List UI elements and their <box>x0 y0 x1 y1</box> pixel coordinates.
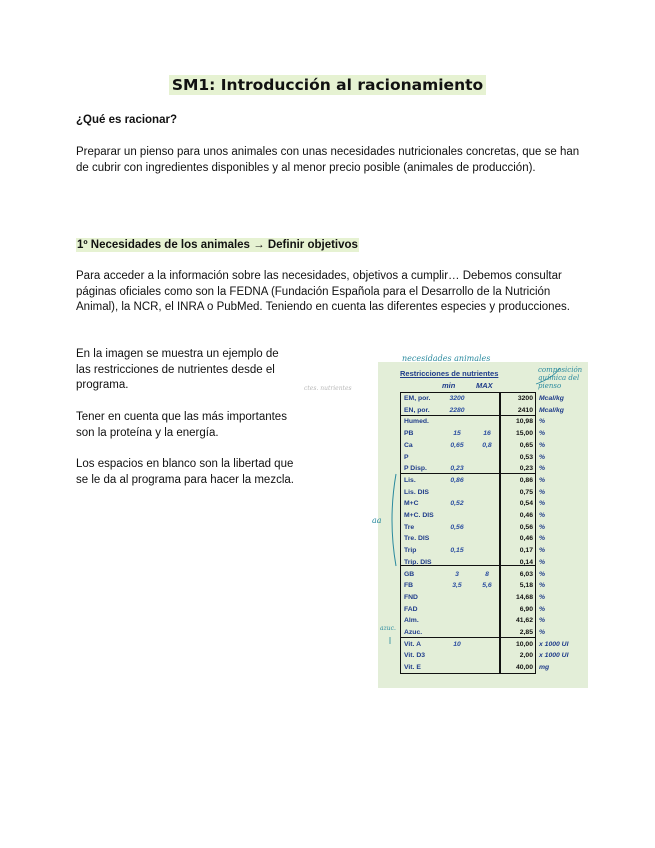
handwritten-arrow <box>536 368 560 384</box>
row-min: 0,56 <box>450 523 464 531</box>
row-name: Trip <box>404 547 417 555</box>
row-name: Azuc. <box>404 629 423 636</box>
row-name: Lis. DIS <box>404 488 429 496</box>
row-max: 5,6 <box>482 582 492 590</box>
row-value: 10,00 <box>515 640 533 648</box>
row-min: 3200 <box>449 395 465 402</box>
row-value: 15,00 <box>515 430 533 438</box>
row-value: 0,23 <box>519 465 533 473</box>
row-name: Alm. <box>404 617 419 625</box>
handwritten-left-faint-note: ctes. nutrientes <box>304 385 352 392</box>
row-value: 3200 <box>517 395 533 402</box>
handwritten-top-note: necesidades animales <box>402 354 491 363</box>
question-heading: ¿Qué es racionar? <box>76 114 177 126</box>
row-min: 3 <box>455 570 459 578</box>
row-value: 0,17 <box>519 547 533 555</box>
row-name: Vit. A <box>404 640 421 648</box>
row-min: 0,23 <box>450 465 464 473</box>
row-name: M+C <box>404 500 419 508</box>
col-min-header: min <box>442 381 456 390</box>
row-unit: % <box>539 593 546 601</box>
row-value: 41,62 <box>515 617 533 625</box>
page-title <box>0 76 655 95</box>
row-unit: % <box>539 500 546 508</box>
row-min: 15 <box>453 430 461 438</box>
handwritten-left-note: aa <box>372 516 382 525</box>
row-min: 3,5 <box>452 582 462 590</box>
row-name: FB <box>404 582 414 590</box>
intro-paragraph: Preparar un pienso para unos animales con unas necesidades nutricionales concretas, que se han de cubrir con ingredientes disponibles y al menor precio posible (animales de producción). <box>76 146 580 174</box>
table-title: Restricciones de nutrientes <box>400 369 499 378</box>
row-name: Trip. DIS <box>404 558 432 566</box>
row-name: M+C. DIS <box>404 512 434 519</box>
row-unit: % <box>539 476 546 484</box>
row-value: 0,86 <box>519 476 533 484</box>
section1-paragraph: Para acceder a la información sobre las necesidades, objetivos a cumplir… Debemos consultar páginas oficiales como son la FEDNA (Fundación Española para el Desarrollo de la Nutrición Animal), la NCR, el INRA o PubMed. Teniendo en cuenta las diferentes especies y producciones. <box>76 270 570 313</box>
section1-heading <box>76 239 359 251</box>
row-unit: Mcal/kg <box>539 406 564 414</box>
row-min: 0,65 <box>450 441 464 449</box>
row-unit: % <box>539 547 546 555</box>
row-value: 2,85 <box>519 629 533 636</box>
row-name: FAD <box>404 605 418 613</box>
handwritten-marks <box>378 362 588 688</box>
row-name: FND <box>404 593 418 601</box>
row-unit: % <box>539 535 546 543</box>
row-name: Tre. DIS <box>404 535 430 543</box>
row-value: 0,46 <box>519 512 533 519</box>
col-max-header: MAX <box>476 381 493 390</box>
row-unit: % <box>539 512 546 519</box>
row-unit: % <box>539 465 546 473</box>
row-min: 0,52 <box>450 500 464 508</box>
row-value: 10,98 <box>515 418 533 426</box>
side-paragraph-3: Los espacios en blanco son la libertad que se le da al programa para hacer la mezcla. <box>76 458 294 486</box>
row-value: 0,54 <box>519 500 533 508</box>
row-unit: % <box>539 582 546 590</box>
row-unit: % <box>539 488 546 496</box>
row-name: Ca <box>404 441 413 449</box>
row-max: 16 <box>483 430 491 438</box>
section1-heading-text: 1º Necesidades de los animales → Definir objetivos <box>77 239 358 251</box>
row-name: Lis. <box>404 476 416 484</box>
row-unit: % <box>539 418 546 426</box>
row-value: 0,75 <box>519 488 533 496</box>
row-max: 8 <box>485 570 489 578</box>
row-unit: % <box>539 523 546 531</box>
row-unit: Mcal/kg <box>539 395 564 402</box>
row-name: EM, por. <box>404 395 431 402</box>
row-min: 10 <box>453 640 461 648</box>
row-value: 6,90 <box>519 605 533 613</box>
row-unit: % <box>539 558 546 566</box>
handwritten-sugar-note: azuc. <box>380 625 396 632</box>
row-value: 0,65 <box>519 441 533 449</box>
row-name: Vit. E <box>404 664 421 672</box>
row-name: Vit. D3 <box>404 652 426 660</box>
handwritten-bracket <box>392 474 396 566</box>
side-paragraph-1: En la imagen se muestra un ejemplo de las restricciones de nutrientes desde el programa. <box>76 348 279 391</box>
row-unit: % <box>539 570 546 578</box>
row-unit: x 1000 UI <box>539 652 569 660</box>
row-name: EN, por. <box>404 406 430 414</box>
row-value: 2410 <box>517 406 533 414</box>
row-value: 14,68 <box>515 593 533 601</box>
row-max: 0,8 <box>482 441 492 449</box>
row-value: 40,00 <box>515 664 533 672</box>
row-value: 0,53 <box>519 453 533 461</box>
row-unit: mg <box>539 664 550 672</box>
row-unit: % <box>539 441 546 449</box>
row-unit: % <box>539 617 546 625</box>
row-unit: % <box>539 629 546 636</box>
row-name: P <box>404 453 409 461</box>
row-name: GB <box>404 570 415 578</box>
row-value: 6,03 <box>519 570 533 578</box>
row-unit: x 1000 UI <box>539 640 569 648</box>
row-min: 0,86 <box>450 476 464 484</box>
nutrient-restrictions-image <box>372 354 588 688</box>
row-unit: % <box>539 605 546 613</box>
row-value: 5,18 <box>519 582 533 590</box>
row-unit: % <box>539 430 546 438</box>
row-name: PB <box>404 430 414 438</box>
row-unit: % <box>539 453 546 461</box>
row-value: 0,46 <box>519 535 533 543</box>
row-value: 0,14 <box>519 558 533 566</box>
row-name: Humed. <box>404 418 429 426</box>
row-name: P Disp. <box>404 465 427 473</box>
row-value: 2,00 <box>519 652 533 660</box>
row-value: 0,56 <box>519 523 533 531</box>
row-name: Tre <box>404 523 415 531</box>
row-min: 2280 <box>449 406 465 414</box>
handwritten-right-note: composición química del pienso <box>538 366 583 390</box>
row-min: 0,15 <box>450 547 464 555</box>
side-paragraph-2: Tener en cuenta que las más importantes son la proteína y la energía. <box>76 411 287 439</box>
page-title-text: SM1: Introducción al racionamiento <box>169 75 486 95</box>
